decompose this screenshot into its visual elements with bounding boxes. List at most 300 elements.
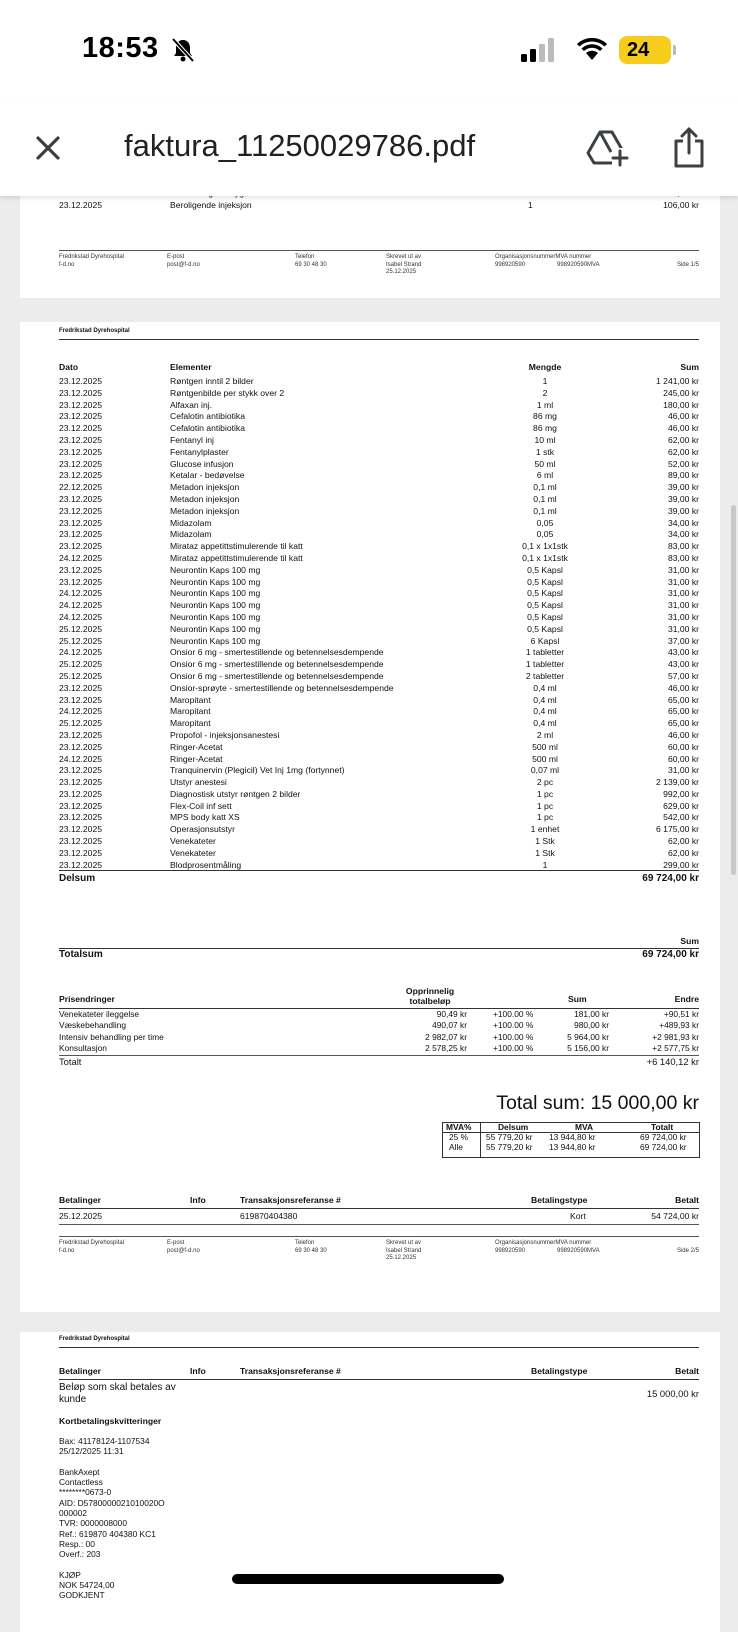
qty-cell: 0,4 ml [533, 718, 557, 729]
sum-cell: 57,00 kr [667, 670, 699, 681]
date-cell: 23.12.2025 [59, 788, 103, 799]
item-cell: Fentanyl inj [170, 434, 214, 445]
qty-cell: 1 stk [535, 446, 555, 457]
date-cell: 24.12.2025 [59, 600, 103, 611]
price-pct-cell: +100.00 % [493, 1020, 534, 1031]
receipt-line: TVR: 0000008000 [59, 1518, 127, 1529]
table-row [59, 411, 699, 423]
item-cell: Utstyr anestesi [170, 777, 227, 788]
date-cell: 23.12.2025 [59, 529, 103, 540]
payment-ref: 619870404380 [240, 1211, 298, 1221]
date-cell: 23.12.2025 [59, 493, 103, 504]
sum-cell: 60,00 kr [667, 741, 699, 752]
table-row [59, 518, 699, 530]
footer-page-number: Side 1/5 [676, 261, 699, 268]
price-original-cell: 90,49 kr [436, 1009, 467, 1019]
item-cell: Neurontin Kaps 100 mg [170, 611, 261, 622]
share-icon[interactable] [672, 126, 706, 168]
price-original-cell: 2 578,25 kr [425, 1042, 467, 1053]
table-row [59, 459, 699, 471]
item-cell: Neurontin Kaps 100 mg [170, 588, 261, 599]
sum-cell: 62,00 kr [667, 446, 699, 457]
item-cell: Metadon injeksjon [170, 482, 240, 493]
table-row [59, 482, 699, 494]
sum-cell: 31,00 kr [667, 600, 699, 611]
receipt-line: Contactless [59, 1477, 103, 1488]
receipt-line: 25/12/2025 11:31 [59, 1446, 124, 1457]
date-cell: 24.12.2025 [59, 753, 103, 764]
table-row [59, 836, 699, 848]
qty-cell: 0,5 Kapsl [527, 600, 563, 611]
footer-page-number: Side 2/5 [676, 1247, 699, 1254]
qty-cell: 0,5 Kapsl [527, 564, 563, 575]
date-cell: 24.12.2025 [59, 611, 103, 622]
price-total-divider [59, 1055, 699, 1056]
status-time: 18:53 [82, 32, 159, 64]
payments-header: Betalinger [59, 1195, 102, 1205]
item-cell: Onsior 6 mg - smertestillende og betennelsesdempende [170, 659, 384, 670]
sum-cell: 65,00 kr [667, 706, 699, 717]
price-original-cell: 2 982,07 kr [425, 1031, 467, 1042]
item-cell: Maropitant [170, 718, 211, 729]
sum-cell: 180,00 kr [663, 399, 699, 410]
receipt-line: BankAxept [59, 1466, 100, 1477]
table-row [59, 423, 699, 435]
date-cell: 23.12.2025 [59, 694, 103, 705]
item-cell: Glucose infusjon [170, 458, 234, 469]
payments-header: Betalinger [59, 1366, 102, 1376]
footer-org-label: OrganisasjonsnummerMVA nummer [495, 1240, 592, 1246]
mva-cell: 69 724,00 kr [640, 1132, 687, 1143]
date-cell: 25.12.2025 [59, 718, 103, 729]
header-divider [59, 339, 699, 340]
receipt-line: 000002 [59, 1508, 87, 1519]
payments-type-header: Betalingstype [531, 1366, 588, 1376]
mva-cell: 55 779,20 kr [486, 1132, 533, 1143]
amount-due-label [59, 1382, 176, 1406]
qty-cell: 500 ml [532, 753, 558, 764]
cellular-signal-icon [521, 38, 555, 62]
sum-cell: 992,00 kr [663, 788, 699, 799]
date-cell: 23.12.2025 [59, 434, 103, 445]
column-header-date: Dato [59, 362, 79, 372]
qty-cell: 86 mg [533, 411, 557, 422]
sum-cell: 62,00 kr [667, 847, 699, 858]
date-cell: 24.12.2025 [59, 552, 103, 563]
payments-ref-header: Transaksjonsreferanse # [240, 1195, 341, 1205]
sum-cell: 31,00 kr [667, 611, 699, 622]
pdf-page-3 [20, 1332, 720, 1632]
footer-written-date: 25.12.2025 [386, 1255, 417, 1262]
qty-cell: 0,4 ml [533, 706, 557, 717]
sum-cell: 43,00 kr [667, 659, 699, 670]
footer-org-number: 998920590 [495, 261, 526, 268]
sum-cell: 37,00 kr [667, 635, 699, 646]
table-row [59, 553, 699, 565]
table-row [59, 600, 699, 612]
price-pct-cell: +100.00 % [493, 1042, 534, 1053]
status-bar [0, 0, 738, 100]
receipt-line [59, 1560, 165, 1570]
item-cell: MPS body katt XS [170, 812, 240, 823]
footer-web: f-d.no [59, 1247, 75, 1254]
sum-cell: 46,00 kr [667, 423, 699, 434]
payments-bottom-divider [59, 1224, 699, 1225]
qty-cell: 0,1 ml [533, 493, 557, 504]
price-name-cell: Konsultasjon [59, 1042, 107, 1053]
receipt-line: NOK 54724,00 [59, 1580, 115, 1591]
mva-cell: 69 724,00 kr [640, 1141, 687, 1152]
footer-phone-label: Telefon [295, 1240, 315, 1246]
column-header-qty: Mengde [528, 362, 562, 372]
item-cell: Operasjonsutstyr [170, 824, 235, 835]
qty-cell: 50 ml [534, 458, 556, 469]
home-indicator[interactable] [232, 1574, 504, 1584]
payments-paid-header: Betalt [675, 1366, 699, 1376]
sum-cell: 60,00 kr [667, 753, 699, 764]
qty-cell: 1 Stk [535, 836, 555, 847]
price-change-cell: +90,51 kr [663, 1009, 699, 1019]
qty-cell: 1 enhet [530, 824, 560, 835]
table-row [59, 577, 699, 589]
footer-name: Fredrikstad Dyrehospital [59, 1240, 125, 1246]
qty-cell: 500 ml [532, 741, 558, 752]
date-cell: 23.12.2025 [59, 376, 103, 386]
payments-divider [59, 1208, 699, 1209]
price-change-cell: +2 577,75 kr [652, 1042, 699, 1053]
price-sum-cell: 181,00 kr [574, 1009, 609, 1019]
sum-cell: 39,00 kr [667, 505, 699, 516]
item-cell: Alfaxan inj. [170, 399, 213, 410]
date-cell: 25.12.2025 [59, 670, 103, 681]
table-row [59, 765, 699, 777]
item-cell: Mirataz appetittstimulerende til katt [170, 552, 303, 563]
footer-email-label: E-post [167, 254, 185, 260]
item-cell: Propofol - injeksjonsanestesi [170, 729, 280, 740]
date-cell: 23.12.2025 [59, 765, 103, 776]
close-icon[interactable] [30, 130, 66, 166]
subtotal-divider [59, 870, 699, 871]
sum-cell: 542,00 kr [663, 812, 699, 823]
mva-cell: Alle [449, 1141, 463, 1152]
table-row [59, 706, 699, 718]
mva-cell: 55 779,20 kr [486, 1141, 533, 1152]
sum-cell: 2 139,00 kr [656, 777, 699, 788]
item-cell: Cefalotin antibiotika [170, 411, 246, 422]
sum-cell: 6 175,00 kr [656, 824, 699, 835]
price-col-change: Endre [674, 994, 699, 1004]
table-row [59, 659, 699, 671]
mva-cell: 13 944,80 kr [549, 1141, 596, 1152]
date-cell: 23.12.2025 [59, 387, 103, 398]
sum-cell: 39,00 kr [667, 493, 699, 504]
sum-cell: 31,00 kr [667, 588, 699, 599]
item-cell: Neurontin Kaps 100 mg [170, 600, 261, 611]
price-name-cell: Intensiv behandling per time [59, 1031, 164, 1042]
page-header-hospital: Fredrikstad Dyrehospital [59, 328, 130, 334]
sum-cell: 34,00 kr [667, 517, 699, 528]
mva-header: Totalt [651, 1122, 674, 1132]
date-cell: 23.12.2025 [59, 859, 103, 870]
mva-header: Delsum [498, 1122, 529, 1132]
table-row [59, 612, 699, 624]
date-cell: 24.12.2025 [59, 588, 103, 599]
table-row [59, 848, 699, 860]
sum-cell: 83,00 kr [667, 552, 699, 563]
item-cell: Onsior 6 mg - smertestillende og betennelsesdempende [170, 647, 384, 658]
sum-cell: 43,00 kr [667, 647, 699, 658]
payment-date: 25.12.2025 [59, 1211, 103, 1221]
item-cell: Mirataz appetittstimulerende til katt [170, 541, 303, 552]
subtotal-label: Delsum [59, 873, 96, 884]
footer-divider [59, 1236, 699, 1237]
receipt-line: Bax: 41178124-1107534 [59, 1436, 150, 1446]
qty-cell: 0,4 ml [533, 682, 557, 693]
price-original-cell: 490,07 kr [432, 1020, 467, 1031]
item-cell: Tranquinervin (Plegicil) Vet Inj 1mg (fortynnet) [170, 765, 345, 776]
amount-due-label-line2: kunde [59, 1394, 87, 1405]
date-cell: 23.12.2025 [59, 576, 103, 587]
price-col-original-line2: totalbeløp [409, 996, 451, 1006]
footer-written-by: Isabel Strand [386, 261, 422, 268]
item-cell: Neurontin Kaps 100 mg [170, 623, 261, 634]
price-sum-cell: 980,00 kr [574, 1020, 609, 1031]
sum-cell: 629,00 kr [663, 800, 699, 811]
qty-cell: 1 pc [536, 812, 554, 823]
amount-due-value: 15 000,00 kr [646, 1388, 699, 1399]
price-col-original [390, 986, 470, 1006]
qty-cell: 1 tabletter [525, 659, 565, 670]
grand-total: Total sum: 15 000,00 kr [496, 1092, 699, 1114]
item-cell: Blodprosentmåling [170, 859, 242, 870]
payment-type: Kort [570, 1211, 586, 1221]
date-cell: 23.12.2025 [59, 729, 103, 740]
sum-cell: 62,00 kr [667, 836, 699, 847]
qty-cell: 1 Stk [535, 847, 555, 858]
qty-cell: 0,5 Kapsl [527, 611, 563, 622]
table-row [59, 683, 699, 695]
date-cell: 25.12.2025 [59, 635, 103, 646]
item-cell: Cefalotin antibiotika [170, 423, 246, 434]
footer-written-by: Isabel Strand [386, 1247, 422, 1254]
qty-cell: 6 Kapsl [530, 635, 560, 646]
pdf-page-2 [20, 322, 720, 1312]
table-row [59, 812, 699, 824]
qty-cell: 10 ml [534, 434, 556, 445]
qty-cell: 2 [542, 387, 548, 398]
payments-type-header: Betalingstype [531, 1195, 588, 1205]
sum-cell: 46,00 kr [667, 729, 699, 740]
receipt-line: GODKJENT [59, 1590, 105, 1601]
qty-cell: 1 pc [536, 800, 554, 811]
item-cell: Maropitant [170, 706, 211, 717]
qty-cell: 0,05 [536, 529, 554, 540]
date-cell: 23.12.2025 [59, 505, 103, 516]
footer-email: post@f-d.no [167, 261, 200, 268]
payments-paid-header: Betalt [675, 1195, 699, 1205]
sum-cell: 31,00 kr [667, 564, 699, 575]
qty-cell: 0,4 ml [533, 694, 557, 705]
table-row [59, 636, 699, 648]
item-cell: Venekateter [170, 836, 216, 847]
payment-paid: 54 724,00 kr [651, 1211, 699, 1221]
table-row [59, 388, 699, 400]
qty-cell: 2 ml [536, 729, 554, 740]
mva-header: MVA [575, 1122, 593, 1132]
date-cell: 23.12.2025 [59, 458, 103, 469]
footer-org-number: 998920590 [495, 1247, 526, 1254]
file-title: faktura_11250029786.pdf [124, 128, 476, 163]
price-total-label: Totalt [59, 1056, 82, 1067]
price-pct-cell: +100.00 % [493, 1009, 534, 1019]
date-cell: 23.12.2025 [59, 470, 103, 481]
mva-cell: 25 % [449, 1132, 469, 1143]
qty-cell: 0,07 ml [530, 765, 560, 776]
date-cell: 23.12.2025 [59, 446, 103, 457]
table-row [59, 695, 699, 707]
footer-written-date: 25.12.2025 [386, 269, 417, 276]
qty-cell: 1 [542, 376, 548, 386]
price-name-cell: Væskebehandling [59, 1020, 127, 1031]
column-header-items: Elementer [170, 362, 212, 372]
mva-header: MVA% [446, 1122, 472, 1132]
sum-cell: 31,00 kr [667, 576, 699, 587]
footer-name: Fredrikstad Dyrehospital [59, 254, 125, 260]
receipt-line: Ref.: 619870 404380 KC1 [59, 1528, 156, 1539]
table-row [59, 529, 699, 541]
price-total-value: +6 140,12 kr [646, 1056, 699, 1067]
price-change-cell: +489,93 kr [659, 1020, 699, 1031]
sum-cell: 65,00 kr [667, 694, 699, 705]
footer-email: post@f-d.no [167, 1247, 200, 1254]
date-cell: 23.12.2025 [59, 564, 103, 575]
qty-cell: 1 pc [536, 788, 554, 799]
date-cell: 23.12.2025 [59, 800, 103, 811]
date-cell: 25.12.2025 [59, 659, 103, 670]
payments-info-header: Info [190, 1195, 206, 1205]
date-cell: 23.12.2025 [59, 847, 103, 858]
footer-written-label: Skrevet ut av [386, 1240, 422, 1246]
qty-cell: 0,05 [536, 517, 554, 528]
item-cell: Maropitant [170, 694, 211, 705]
scrollbar-thumb[interactable] [731, 505, 736, 875]
table-row [59, 541, 699, 553]
sum-cell: 46,00 kr [667, 682, 699, 693]
page-header-hospital: Fredrikstad Dyrehospital [59, 1336, 130, 1342]
price-col-original-line1: Opprinnelig [405, 986, 455, 996]
price-change-row [59, 1020, 699, 1031]
table-row [59, 801, 699, 813]
date-cell: 23.12.2025 [59, 541, 103, 552]
invoice-items-table [59, 376, 699, 871]
receipts-title: Kortbetalingskvitteringer [59, 1416, 162, 1426]
footer-org-label: OrganisasjonsnummerMVA nummer [495, 254, 592, 260]
price-sum-cell: 5 156,00 kr [567, 1042, 609, 1053]
table-row [59, 376, 699, 388]
item-cell: Røntgen inntil 2 bilder [170, 376, 254, 386]
item-cell: Neurontin Kaps 100 mg [170, 564, 261, 575]
card-receipt [59, 1436, 165, 1601]
table-row [59, 730, 699, 742]
date-cell: 22.12.2025 [59, 482, 103, 493]
pdf-viewer[interactable] [0, 196, 738, 1600]
qty-cell: 86 mg [533, 423, 557, 434]
table-row [59, 435, 699, 447]
table-row-item: Beroligende injeksjon [170, 200, 252, 210]
footer-phone: 69 30 48 30 [295, 1247, 327, 1254]
footer-web: f-d.no [59, 261, 75, 268]
item-cell: Midazolam [170, 517, 212, 528]
wifi-icon [575, 36, 609, 62]
qty-cell: 0,5 Kapsl [527, 623, 563, 634]
qty-cell: 1 ml [536, 399, 554, 410]
price-name-cell: Venekateter ileggelse [59, 1009, 140, 1019]
table-row [59, 777, 699, 789]
date-cell: 23.12.2025 [59, 411, 103, 422]
column-header-sum: Sum [680, 362, 699, 372]
qty-cell: 6 ml [536, 470, 554, 481]
table-row [59, 447, 699, 459]
date-cell: 23.12.2025 [59, 682, 103, 693]
item-cell: Ringer-Acetat [170, 741, 223, 752]
receipt-line: ********0673-0 [59, 1487, 112, 1498]
receipt-line: KJØP [59, 1569, 81, 1580]
price-pct-cell: +100.00 % [493, 1031, 534, 1042]
item-cell: Venekateter [170, 847, 216, 858]
table-row-date: 23.12.2025 [59, 200, 103, 210]
footer-email-label: E-post [167, 1240, 185, 1246]
sum-label: Sum [680, 936, 699, 946]
add-to-drive-icon[interactable] [587, 128, 629, 168]
table-row [59, 400, 699, 412]
sum-cell: 31,00 kr [667, 623, 699, 634]
item-cell: Røntgenbilde per stykk over 2 [170, 387, 285, 398]
price-change-row [59, 1032, 699, 1043]
table-row [59, 742, 699, 754]
price-sum-cell: 5 964,00 kr [567, 1031, 609, 1042]
viewer-toolbar [0, 100, 738, 196]
date-cell: 23.12.2025 [59, 836, 103, 847]
qty-cell: 0,5 Kapsl [527, 588, 563, 599]
sum-cell: 83,00 kr [667, 541, 699, 552]
battery-indicator: 24 [619, 36, 671, 64]
date-cell: 24.12.2025 [59, 706, 103, 717]
sum-cell: 299,00 kr [663, 859, 699, 870]
sum-cell: 245,00 kr [663, 387, 699, 398]
item-cell: Neurontin Kaps 100 mg [170, 576, 261, 587]
date-cell: 23.12.2025 [59, 517, 103, 528]
table-row [59, 624, 699, 636]
item-cell: Flex-Coil inf sett [170, 800, 232, 811]
total-divider [59, 948, 699, 949]
qty-cell: 0,1 ml [533, 505, 557, 516]
payments-ref-header: Transaksjonsreferanse # [240, 1366, 341, 1376]
sum-cell: 62,00 kr [667, 434, 699, 445]
amount-due-label-line1: Beløp som skal betales av [59, 1382, 176, 1393]
footer-divider [59, 250, 699, 251]
table-row [59, 588, 699, 600]
table-row [59, 789, 699, 801]
table-row [59, 494, 699, 506]
table-row [59, 754, 699, 766]
qty-cell: 2 pc [536, 777, 554, 788]
table-row-sum: 106,00 kr [663, 200, 699, 210]
mva-cell: 13 944,80 kr [549, 1132, 596, 1143]
item-cell: Midazolam [170, 529, 212, 540]
date-cell: 23.12.2025 [59, 741, 103, 752]
sum-cell: 34,00 kr [667, 529, 699, 540]
table-row-qty: 1 [528, 200, 533, 210]
